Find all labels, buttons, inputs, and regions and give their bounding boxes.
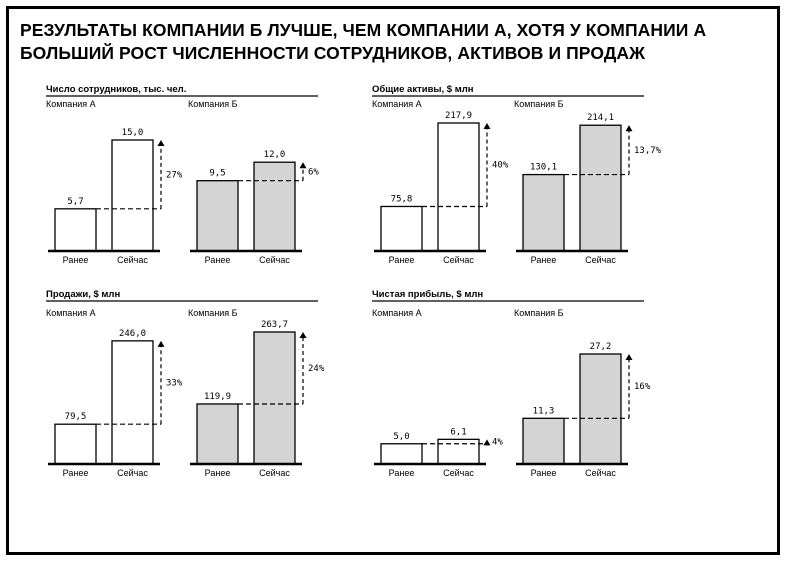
data-label: 5,7	[67, 196, 84, 207]
x-tick-label: Сейчас	[259, 468, 290, 478]
company-name: Компания Б	[514, 99, 564, 109]
panel-title: Чистая прибыль, $ млн	[372, 289, 484, 300]
bar-now	[438, 439, 479, 464]
page-title-line-2: БОЛЬШИЙ РОСТ ЧИСЛЕННОСТИ СОТРУДНИКОВ, АКТИВОВ И ПРОДАЖ	[20, 43, 646, 63]
data-label: 246,0	[118, 328, 147, 339]
x-tick-label: Ранее	[204, 255, 231, 265]
data-label: 6,1	[450, 427, 467, 438]
company-name: Компания Б	[188, 308, 238, 318]
growth-arrow-head	[626, 354, 633, 360]
company-name: Компания Б	[514, 308, 564, 318]
company-name: Компания А	[46, 99, 96, 109]
data-label: 11,3	[532, 406, 555, 417]
growth-percent-label: 16%	[634, 382, 651, 393]
x-tick-label: Сейчас	[585, 255, 616, 265]
growth-percent-label: 40%	[492, 160, 509, 171]
growth-percent-label: 33%	[166, 378, 183, 389]
data-label: 75,8	[390, 194, 413, 205]
growth-arrow-head	[158, 341, 165, 347]
growth-percent-label: 24%	[308, 363, 325, 374]
bar-before	[523, 175, 564, 251]
x-tick-label: Ранее	[62, 255, 89, 265]
growth-arrow-head	[484, 439, 491, 445]
company-name: Компания А	[46, 308, 96, 318]
x-tick-label: Сейчас	[443, 255, 474, 265]
company-name: Компания Б	[188, 99, 238, 109]
data-label: 119,9	[203, 391, 232, 402]
bar-now	[112, 140, 153, 251]
bar-before	[55, 209, 96, 251]
page-title-line-1: РЕЗУЛЬТАТЫ КОМПАНИИ Б ЛУЧШЕ, ЧЕМ КОМПАНИИ А, ХОТЯ У КОМПАНИИ А	[20, 20, 707, 40]
growth-arrow-head	[158, 140, 165, 146]
panel-title: Общие активы, $ млн	[372, 84, 474, 95]
x-tick-label: Ранее	[530, 468, 557, 478]
bar-before	[197, 181, 238, 251]
x-tick-label: Сейчас	[117, 468, 148, 478]
panel-title: Продажи, $ млн	[46, 289, 121, 300]
data-label: 27,2	[589, 342, 612, 352]
x-tick-label: Сейчас	[585, 468, 616, 478]
x-tick-label: Ранее	[62, 468, 89, 478]
data-label: 263,7	[260, 320, 289, 330]
data-label: 5,0	[393, 431, 410, 442]
bar-now	[254, 162, 295, 251]
bar-now	[112, 341, 153, 464]
bar-now	[580, 354, 621, 464]
bar-before	[197, 404, 238, 464]
panel-title: Число сотрудников, тыс. чел.	[46, 84, 187, 95]
growth-arrow-head	[300, 162, 307, 168]
bar-before	[381, 444, 422, 464]
x-tick-label: Ранее	[388, 468, 415, 478]
growth-percent-label: 27%	[166, 170, 183, 181]
company-name: Компания А	[372, 99, 422, 109]
bar-before	[381, 206, 422, 251]
data-label: 214,1	[586, 113, 615, 124]
growth-percent-label: 13,7%	[634, 145, 662, 156]
data-label: 12,0	[263, 150, 286, 161]
bar-before	[523, 418, 564, 464]
data-label: 130,1	[529, 162, 558, 173]
x-tick-label: Сейчас	[259, 255, 290, 265]
company-name: Компания А	[372, 308, 422, 318]
growth-arrow-head	[484, 123, 491, 129]
x-tick-label: Ранее	[388, 255, 415, 265]
bar-now	[580, 125, 621, 251]
bar-now	[254, 332, 295, 464]
x-tick-label: Ранее	[530, 255, 557, 265]
growth-percent-label: 6%	[308, 167, 319, 178]
data-label: 79,5	[64, 412, 87, 423]
data-label: 9,5	[209, 168, 226, 179]
bar-now	[438, 123, 479, 251]
data-label: 217,9	[444, 111, 473, 121]
x-tick-label: Сейчас	[117, 255, 148, 265]
growth-arrow-head	[300, 332, 307, 338]
bar-before	[55, 424, 96, 464]
data-label: 15,0	[121, 128, 144, 138]
x-tick-label: Сейчас	[443, 468, 474, 478]
growth-percent-label: 4%	[492, 437, 503, 448]
x-tick-label: Ранее	[204, 468, 231, 478]
growth-arrow-head	[626, 125, 633, 131]
